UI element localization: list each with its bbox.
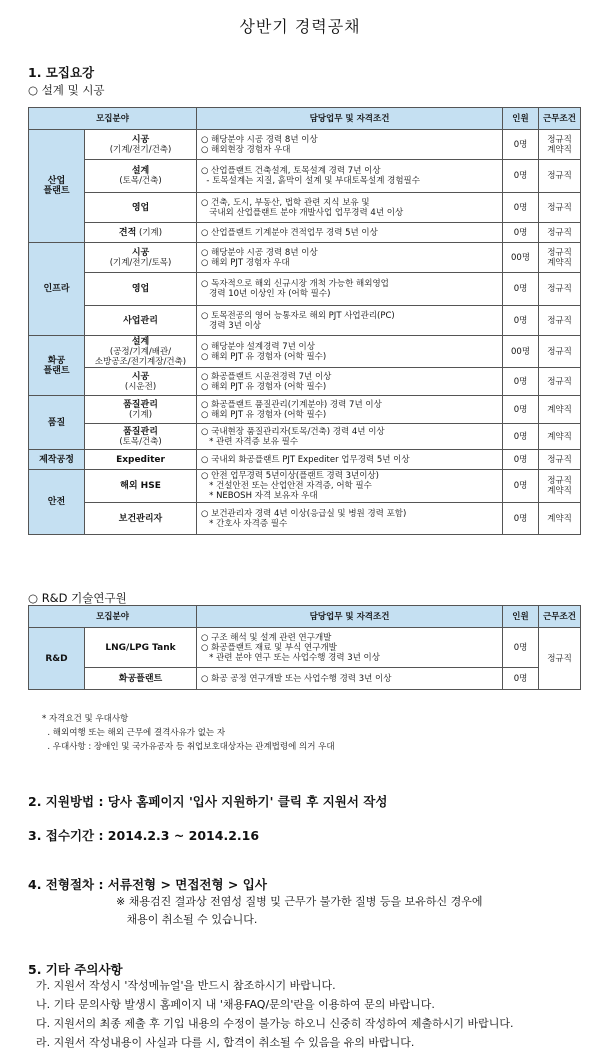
subcategory-name: 영업 <box>131 284 150 294</box>
count-cell: 0명 <box>503 306 539 336</box>
subcategory-cell <box>85 193 197 223</box>
subcategory-detail: (토목/건축) <box>119 436 162 447</box>
table-row <box>29 368 581 396</box>
subcategory-name: 품질관리 <box>123 399 158 410</box>
count-cell: 0명 <box>503 273 539 306</box>
duty-line: ○ 산업플랜트 기계분야 견적업무 경력 5년 이상 <box>201 227 378 238</box>
condition-cell: 정규직 <box>539 223 581 243</box>
duty-line: ○ 안전 업무경력 5년이상(플랜트 경력 3년이상) <box>201 471 379 481</box>
duty-line: 경력 3년 이상 <box>201 320 261 331</box>
count-cell: 0명 <box>503 223 539 243</box>
condition-cell: 정규직 <box>539 368 581 396</box>
duty-line: ○ 구조 해석 및 설계 관련 연구개발 <box>201 632 332 643</box>
count-cell: 0명 <box>503 503 539 535</box>
subcategory-cell <box>85 668 197 690</box>
header-cond: 근무조건 <box>539 108 581 130</box>
notice-item: 라. 지원서 작성내용이 사실과 다를 시, 합격이 취소될 수 있음을 유의 바랍니다. <box>36 1036 415 1049</box>
duty-line: ○ 해외 PJT 유 경험자 (어학 필수) <box>201 351 327 362</box>
duty-line: - 토목설계는 지질, 흙막이 설계 및 부대토목설계 경험필수 <box>201 176 420 186</box>
subcategory-cell <box>85 243 197 273</box>
notice-list <box>36 976 514 1052</box>
subcategory-name: 시공 <box>131 371 150 382</box>
count-cell: 0명 <box>503 368 539 396</box>
subcategory-cell <box>85 628 197 668</box>
count-cell: 0명 <box>503 470 539 503</box>
duty-line: ○ 건축, 도시, 부동산, 법학 관련 지식 보유 및 <box>201 197 370 208</box>
section-heading-period: 3. 접수기간 : 2014.2.3 ~ 2014.2.16 <box>28 828 260 843</box>
header-count: 인원 <box>503 108 539 130</box>
duty-cell <box>197 336 503 368</box>
subcategory-detail: (기계) <box>136 227 163 238</box>
subcategory-name: Expediter <box>116 454 165 465</box>
duty-cell <box>197 368 503 396</box>
header-duty: 담당업무 및 자격조건 <box>197 108 503 130</box>
duty-cell <box>197 223 503 243</box>
subcategory-name: 영업 <box>131 202 150 213</box>
duty-line: ○ 해외 PJT 경험자 우대 <box>201 257 290 268</box>
subcategory-detail: (공정/기계/배관/ 소방공조/전기계장/건축) <box>94 346 187 367</box>
duty-cell <box>197 273 503 306</box>
table-row <box>29 306 581 336</box>
notice-item: 가. 지원서 작성시 '작성메뉴얼'을 반드시 참조하시기 바랍니다. <box>36 979 336 992</box>
duty-cell <box>197 450 503 470</box>
condition-cell: 정규직 <box>539 450 581 470</box>
duty-line: ○ 토목전공의 영어 능통자로 해외 PJT 사업관리(PC) <box>201 310 395 321</box>
duty-cell <box>197 470 503 503</box>
duty-line: ○ 해외 PJT 유 경험자 (어학 필수) <box>201 409 327 420</box>
duty-line: * 관련 자격증 보유 필수 <box>201 436 299 447</box>
page-title: 상반기 경력공채 <box>239 17 361 36</box>
duty-line: 국내외 산업플랜트 분야 개발사업 업무경력 4년 이상 <box>201 207 404 218</box>
subcategory-detail: (시운전) <box>124 381 157 392</box>
duty-cell <box>197 306 503 336</box>
subcategory-name: 화공플랜트 <box>118 673 163 684</box>
process-warning <box>116 893 482 929</box>
subcategory-name: 설계 <box>131 166 150 176</box>
subcategory-cell <box>85 396 197 424</box>
duty-line: ○ 보건관리자 경력 4년 이상(응급실 및 병원 경력 포함) <box>201 508 407 519</box>
subcategory-cell <box>85 306 197 336</box>
rnd-header-cond: 근무조건 <box>539 606 581 628</box>
qualification-notes <box>42 712 335 754</box>
duty-line: ○ 화공플랜트 시운전경력 7년 이상 <box>201 371 332 382</box>
duty-cell <box>197 628 503 668</box>
subcategory-cell <box>85 273 197 306</box>
duty-line: ○ 화공플랜트 재료 및 부식 연구개발 <box>201 642 337 653</box>
subcategory-name: 견적 <box>118 227 137 238</box>
table-row <box>29 223 581 243</box>
condition-cell: 계약직 <box>539 396 581 424</box>
warning-line: ※ 채용검진 결과상 전염성 질병 및 근무가 불가한 질병 등을 보유하신 경우에 <box>116 895 483 908</box>
category-cell: 인프라 <box>29 243 85 336</box>
note-line: . 해외여행 또는 해외 근무에 결격사유가 없는 자 <box>42 728 226 738</box>
table-row <box>29 503 581 535</box>
subcategory-name: 보건관리자 <box>118 513 163 524</box>
subcategory-name: 설계 <box>131 336 150 347</box>
category-cell: 품질 <box>29 396 85 450</box>
condition-cell: 정규직 <box>539 306 581 336</box>
duty-line: ○ 화공플랜트 품질관리(기계분야) 경력 7년 이상 <box>201 399 382 410</box>
subcategory-cell <box>85 336 197 368</box>
rnd-header-field: 모집분야 <box>29 606 197 628</box>
header-field: 모집분야 <box>29 108 197 130</box>
duty-line: ○ 해외현장 경험자 우대 <box>201 144 291 155</box>
table-row <box>29 130 581 160</box>
subcategory-name: 시공 <box>131 247 150 258</box>
rnd-header-count: 인원 <box>503 606 539 628</box>
table-row <box>29 628 581 668</box>
rnd-header-duty: 담당업무 및 자격조건 <box>197 606 503 628</box>
condition-cell: 계약직 <box>539 503 581 535</box>
subcategory-cell <box>85 424 197 450</box>
subcategory-name: 품질관리 <box>123 426 158 437</box>
condition-cell: 정규직 계약직 <box>539 243 581 273</box>
duty-line: ○ 해당분야 설계경력 7년 이상 <box>201 341 315 352</box>
count-cell: 0명 <box>503 130 539 160</box>
count-cell: 0명 <box>503 424 539 450</box>
table-row <box>29 193 581 223</box>
subcategory-cell <box>85 470 197 503</box>
count-cell: 0명 <box>503 668 539 690</box>
count-cell: 00명 <box>503 243 539 273</box>
count-cell: 0명 <box>503 160 539 193</box>
subcategory-detail: (기계/전기/건축) <box>109 144 172 155</box>
section-heading-process: 4. 전형절차 : 서류전형 > 면접전형 > 입사 <box>28 877 267 892</box>
subsection-rnd: ○ R&D 기술연구원 <box>28 591 127 605</box>
condition-cell: 정규직 계약직 <box>539 470 581 503</box>
subcategory-name: 시공 <box>131 134 150 145</box>
count-cell: 00명 <box>503 336 539 368</box>
table-row <box>29 450 581 470</box>
duty-line: ○ 해당분야 시공 경력 8년 이상 <box>201 247 318 258</box>
condition-cell: 정규직 <box>539 273 581 306</box>
subsection-design-construction: ○ 설계 및 시공 <box>28 83 105 97</box>
condition-cell: 정규직 <box>539 160 581 193</box>
recruitment-table-rnd <box>28 605 581 690</box>
duty-line: 경력 10년 이상인 자 (어학 필수) <box>201 289 331 299</box>
notice-item: 나. 기타 문의사항 발생시 홈페이지 내 '채용FAQ/문의'란을 이용하여 문의 바랍니다. <box>36 998 435 1011</box>
category-cell: 산업 플랜트 <box>29 130 85 243</box>
duty-line: ○ 국내외 화공플랜트 PJT Expediter 업무경력 5년 이상 <box>201 454 410 465</box>
subcategory-cell <box>85 368 197 396</box>
subcategory-cell <box>85 503 197 535</box>
subcategory-detail: (토목/건축) <box>119 176 162 186</box>
table-row <box>29 668 581 690</box>
category-cell: 화공 플랜트 <box>29 336 85 396</box>
duty-cell <box>197 668 503 690</box>
table-row <box>29 336 581 368</box>
subcategory-name: LNG/LPG Tank <box>105 642 176 653</box>
duty-cell <box>197 503 503 535</box>
duty-cell <box>197 243 503 273</box>
table-row <box>29 396 581 424</box>
subcategory-cell <box>85 130 197 160</box>
duty-cell <box>197 160 503 193</box>
duty-cell <box>197 193 503 223</box>
table-row <box>29 160 581 193</box>
subcategory-name: 해외 HSE <box>120 481 161 491</box>
table-row <box>29 470 581 503</box>
subcategory-name: 사업관리 <box>123 315 158 326</box>
subcategory-detail: (기계/전기/토목) <box>109 257 172 268</box>
duty-line: ○ 독자적으로 해외 신규시장 개척 가능한 해외영업 <box>201 279 389 289</box>
duty-line: * 간호사 자격증 필수 <box>201 518 288 529</box>
duty-line: * 관련 분야 연구 또는 사업수행 경력 3년 이상 <box>201 652 380 663</box>
count-cell: 0명 <box>503 193 539 223</box>
duty-line: * NEBOSH 자격 보유자 우대 <box>201 491 318 501</box>
duty-cell <box>197 424 503 450</box>
notice-item: 다. 지원서의 최종 제출 후 기입 내용의 수정이 불가능 하오니 신중히 작성하여 제출하시기 바랍니다. <box>36 1017 514 1030</box>
section-heading-recruitment: 1. 모집요강 <box>28 65 95 80</box>
note-line: . 우대사항 : 장애인 및 국가유공자 등 취업보호대상자는 관계법령에 의거 우대 <box>42 742 335 752</box>
table-row <box>29 424 581 450</box>
category-cell: 안전 <box>29 470 85 535</box>
count-cell: 0명 <box>503 396 539 424</box>
duty-cell <box>197 130 503 160</box>
duty-line: ○ 산업플랜트 건축설계, 토목설계 경력 7년 이상 <box>201 166 381 176</box>
condition-cell: 정규직 <box>539 193 581 223</box>
count-cell: 0명 <box>503 628 539 668</box>
subcategory-cell <box>85 223 197 243</box>
condition-cell: 정규직 <box>539 628 581 690</box>
table-row <box>29 273 581 306</box>
duty-line: ○ 국내현장 품질관리자(토목/건축) 경력 4년 이상 <box>201 426 385 437</box>
subcategory-cell <box>85 450 197 470</box>
subcategory-detail: (기계) <box>128 409 153 420</box>
condition-cell: 정규직 계약직 <box>539 130 581 160</box>
duty-cell <box>197 396 503 424</box>
warning-line: 채용이 취소될 수 있습니다. <box>116 913 258 926</box>
condition-cell: 계약직 <box>539 424 581 450</box>
category-cell: 제작공정 <box>29 450 85 470</box>
count-cell: 0명 <box>503 450 539 470</box>
duty-line: * 건설안전 또는 산업안전 자격증, 어학 필수 <box>201 481 372 491</box>
duty-line: ○ 화공 공정 연구개발 또는 사업수행 경력 3년 이상 <box>201 673 392 684</box>
table-row <box>29 243 581 273</box>
recruitment-table-main <box>28 107 581 535</box>
subcategory-cell <box>85 160 197 193</box>
duty-line: ○ 해외 PJT 유 경험자 (어학 필수) <box>201 381 327 392</box>
section-heading-apply-method: 2. 지원방법 : 당사 홈페이지 '입사 지원하기' 클릭 후 지원서 작성 <box>28 794 388 809</box>
condition-cell: 정규직 <box>539 336 581 368</box>
note-line: * 자격요건 및 우대사항 <box>42 714 129 724</box>
duty-line: ○ 해당분야 시공 경력 8년 이상 <box>201 134 318 145</box>
category-cell: R&D <box>29 628 85 690</box>
section-heading-notice: 5. 기타 주의사항 <box>28 962 123 977</box>
